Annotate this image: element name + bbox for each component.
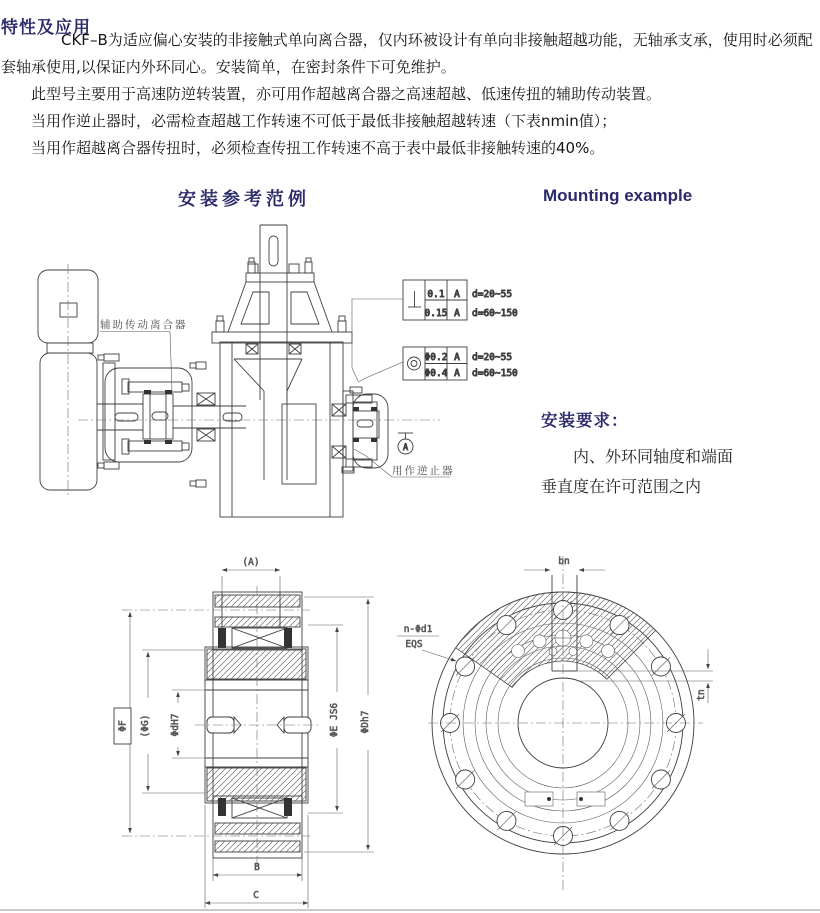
dim-a-label: (A) bbox=[242, 557, 260, 568]
dim-g-label: (ΦG) bbox=[140, 714, 151, 738]
tolerance-table-concentricity bbox=[358, 347, 518, 382]
conc-row1-datum: A bbox=[454, 352, 460, 363]
intro-paragraph-2: 此型号主要用于高速防逆转装置，亦可用作超越离合器之高速超越、低速传扭的辅助传动装置。 bbox=[31, 85, 662, 103]
datum-label: A bbox=[402, 443, 409, 453]
conc-row1-range: d=20~55 bbox=[472, 352, 513, 363]
dim-tn-label: tn bbox=[696, 689, 707, 701]
perp-row2-datum: A bbox=[454, 308, 460, 319]
dimension-drawing bbox=[100, 540, 720, 913]
dim-c-label: C bbox=[253, 890, 259, 901]
mounting-example-drawing bbox=[20, 210, 520, 525]
dim-b-label: B bbox=[254, 862, 260, 873]
intro-paragraph-1: CKF–B为适应偏心安装的非接触式单向离合器，仅内环被设计有单向非接触超越功能，无轴承支承，使用时必须配套轴承使用,以保证内外环同心。安装简单，在密封条件下可免维护。 bbox=[1, 31, 813, 76]
page-bottom-rule bbox=[0, 909, 820, 911]
motor-flange-plate bbox=[98, 354, 119, 469]
datum-target-symbol bbox=[398, 433, 413, 454]
gearbox-housing bbox=[78, 225, 440, 517]
tolerance-table-perpendicularity bbox=[352, 280, 518, 381]
conc-row1-value: Φ0.2 bbox=[424, 352, 448, 363]
cross-section-view bbox=[122, 586, 320, 870]
dim-e-label: ΦE JS6 bbox=[329, 702, 340, 738]
aux-clutch-label: 辅助传动离合器 bbox=[100, 319, 188, 331]
dim-d-label: ΦdH7 bbox=[170, 713, 181, 737]
conc-row2-value: Φ0.4 bbox=[424, 368, 448, 379]
perp-row1-value: 0.1 bbox=[427, 289, 445, 300]
perp-row1-range: d=20~55 bbox=[472, 289, 513, 300]
section-heading-cn: 安装参考范例 bbox=[178, 189, 310, 210]
install-requirements-title: 安装要求： bbox=[541, 411, 629, 430]
install-requirements-line1: 内、外环同轴度和端面 bbox=[573, 447, 734, 466]
holes-callout-line1: n-Φd1 bbox=[403, 624, 433, 635]
intro-text bbox=[1, 27, 819, 162]
conc-row2-range: d=60~150 bbox=[472, 368, 518, 379]
cross-section-dimensions bbox=[114, 557, 374, 908]
motor bbox=[38, 264, 98, 498]
dim-bn-label: bn bbox=[558, 556, 570, 567]
intro-paragraph-4: 当用作超越离合器传扭时，必须检查传扭工作转速不高于表中最低非接触转速的40%。 bbox=[31, 139, 605, 157]
perp-row1-datum: A bbox=[454, 289, 460, 300]
install-requirements bbox=[541, 406, 811, 502]
backstop-label: 用作逆止器 bbox=[392, 465, 455, 477]
backstop-clutch-assembly bbox=[332, 387, 388, 473]
holes-callout-line2: EQS bbox=[405, 639, 423, 650]
perp-row2-range: d=60~150 bbox=[472, 308, 518, 319]
intro-paragraph-3: 当用作逆止器时，必需检查超越工作转速不可低于最低非接触超越转速（下表nmin值）； bbox=[31, 112, 617, 130]
install-requirements-line2: 垂直度在许可范围之内 bbox=[541, 477, 702, 496]
conc-row2-datum: A bbox=[454, 368, 460, 379]
dim-f-label: ΦF bbox=[117, 720, 129, 732]
backstop-callout bbox=[354, 449, 455, 477]
perp-row2-value: 0.15 bbox=[424, 308, 448, 319]
aux-clutch-callout bbox=[100, 318, 188, 391]
front-view bbox=[428, 556, 703, 892]
dim-D-label: ΦDh7 bbox=[360, 710, 371, 734]
section-heading-en: Mounting example bbox=[543, 186, 693, 205]
page-title: 特性及应用 bbox=[1, 18, 91, 39]
